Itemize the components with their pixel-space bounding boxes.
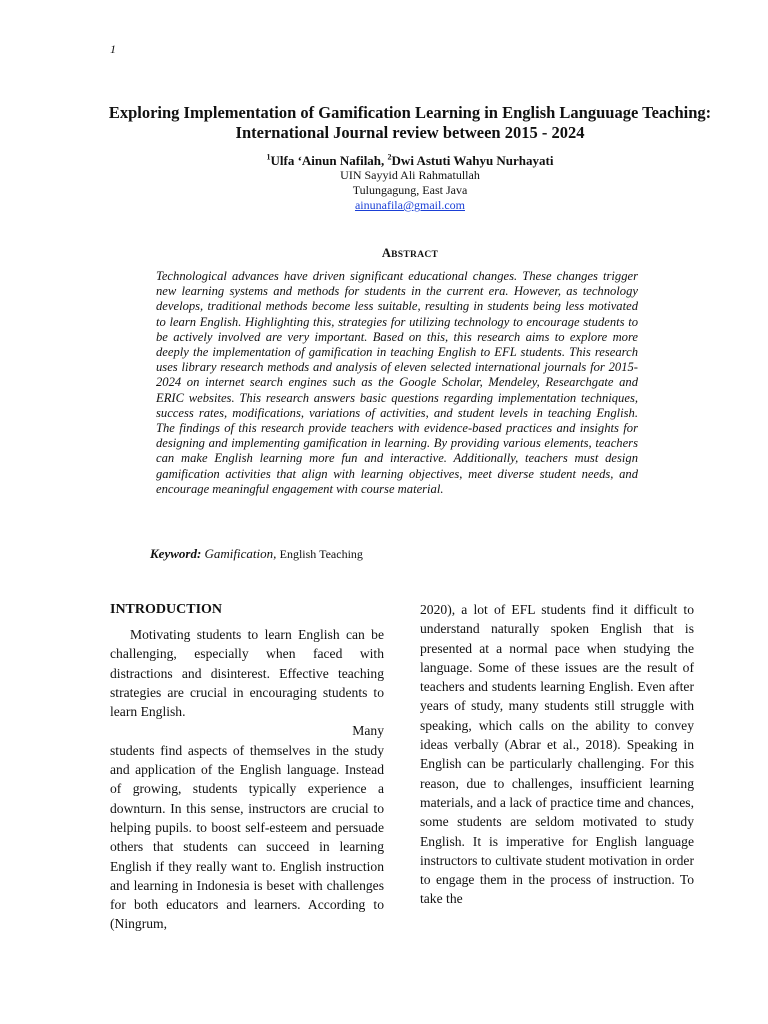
- abstract-heading: [95, 246, 725, 261]
- intro-paragraph-fragment: Many: [352, 723, 384, 739]
- abstract-text: Technological advances have driven significant educational changes. These changes trigger new learning systems and methods for students in the current era. However, as technology develops, traditional methods become less suitable, resulting in students being less motivated to learn English. Highlighting this, strategies for utilizing technology to encourage students to be actively involved are very important. Based on this, this research aims to explore more deeply the implementation of gamification in teaching English to EFL students. This research uses library research methods and analysis of eleven selected international journals for 2015-2024 on internet search engines such as the Google Scholar, Mendeley, Researchgate and ERIC websites. This research answers basic questions regarding implementation techniques, success rates, modifications, variations of activities, and student levels in teaching English. The findings of this research provide teachers with evidence-based practices and insights for designing and implementing gamification in learning. By providing various elements, teachers can make English learning more fun and interactive. Additionally, teachers must design gamification activities that align with learning objectives, meet diverse student needs, and encourage meaningful engagement with course material.: [156, 269, 638, 496]
- author2-name: Dwi Astuti Wahyu Nurhayati: [391, 153, 554, 168]
- page-number: 1: [110, 42, 116, 56]
- intro-paragraph-3: 2020), a lot of EFL students find it difficult to understand naturally spoken English that is presented at a normal pace when studying the language. Some of these issues are the result of teachers and students learning English. Even after years of study, many students still struggle with speaking, which calls on the ability to convey ideas verbally (Abrar et al., 2018). Speaking in English can be particularly challenging. For this reason, due to challenges, insufficient learning materials, and a lack of practice time and chances, some students are seldom motivated to study English. It is imperative for English language instructors to cultivate student motivation in order to engage them in the process of instruction. To take the: [420, 602, 694, 907]
- affiliation-city: Tulungagung, East Java: [352, 183, 468, 197]
- left-column: [110, 600, 384, 934]
- author1-name: Ulfa ‘Ainun Nafilah,: [270, 153, 388, 168]
- abstract-heading-initial: A: [381, 246, 392, 260]
- affiliation-institution: UIN Sayyid Ali Rahmatullah: [340, 168, 480, 182]
- keyword-line: [150, 546, 363, 562]
- affiliation-email: [95, 198, 725, 212]
- author-line: [95, 153, 725, 169]
- right-column: [420, 600, 694, 909]
- paper-title: Exploring Implementation of Gamification Learning in English Languuage Teaching: International Journal review between 2015 - 2024: [108, 103, 712, 142]
- author2-superscript: 2: [387, 152, 392, 162]
- abstract-heading-rest: BSTRACT: [391, 250, 439, 260]
- keyword-value-1: Gamification,: [201, 546, 280, 561]
- author1-superscript: 1: [266, 152, 271, 162]
- keyword-value-2: English Teaching: [279, 547, 363, 561]
- intro-paragraph-1: Motivating students to learn English can be challenging, especially when faced with distractions and disinterest. Effective teaching strategies are crucial in encouraging students to learn English.: [110, 627, 384, 720]
- keyword-label: Keyword:: [150, 546, 202, 561]
- intro-paragraph-2: students find aspects of themselves in the study and application of the English language. Instead of growing, students typically experience a downturn. In this sense, instructors are crucial to helping pupils. to boost self-esteem and persuade others that students can succeed in learning English if they really want to. English instruction and learning in Indonesia is beset with challenges for both educators and learners. According to (Ningrum,: [110, 742, 384, 932]
- email-link[interactable]: ainunafila@gmail.com: [354, 198, 465, 212]
- introduction-heading: INTRODUCTION: [110, 602, 223, 617]
